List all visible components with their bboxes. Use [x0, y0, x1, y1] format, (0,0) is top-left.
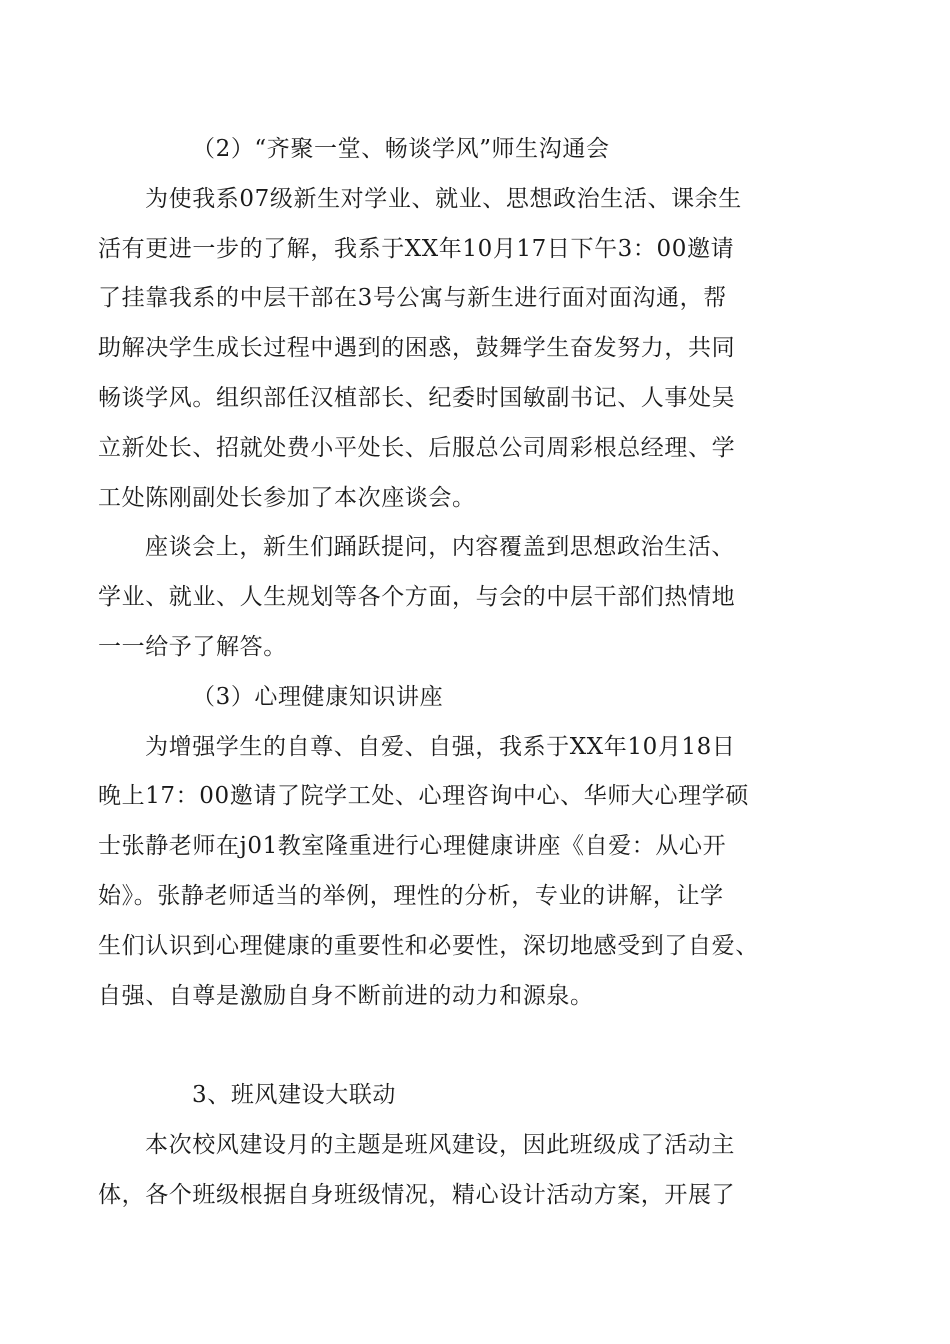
- text-line: 工处陈刚副处长参加了本次座谈会。: [98, 484, 476, 511]
- text-line: 生们认识到心理健康的重要性和必要性，深切地感受到了自爱、: [98, 932, 759, 959]
- paragraph-meeting-summary: [98, 523, 817, 672]
- text-line: 士张静老师在j01教室隆重进行心理健康讲座《自爱：从心开: [98, 833, 727, 860]
- section-heading-class-style: 3、班风建设大联动: [192, 1082, 397, 1109]
- text-line: 为使我系07级新生对学业、就业、思想政治生活、课余生: [145, 185, 742, 212]
- text-line: 本次校风建设月的主题是班风建设，因此班级成了活动主: [145, 1131, 735, 1158]
- text-line: 了挂靠我系的中层干部在3号公寓与新生进行面对面沟通，帮: [98, 285, 727, 312]
- text-line: 晚上17：00邀请了院学工处、心理咨询中心、华师大心理学硕: [98, 783, 749, 810]
- text-line: 畅谈学风。组织部任汉植部长、纪委时国敏副书记、人事处吴: [98, 384, 736, 411]
- text-line: 一一给予了解答。: [98, 633, 287, 660]
- paragraph-lecture: [98, 723, 817, 1022]
- text-line: 立新处长、招就处费小平处长、后服总公司周彩根总经理、学: [98, 434, 736, 461]
- text-line: 始》。张静老师适当的举例，理性的分析，专业的讲解，让学: [98, 882, 724, 909]
- text-line: 自强、自尊是激励自身不断前进的动力和源泉。: [98, 982, 594, 1009]
- subheading-teacher-student-meeting: （2）“齐聚一堂、畅谈学风”师生沟通会: [192, 136, 610, 162]
- paragraph-class-style: [98, 1121, 817, 1221]
- text-line: 活有更进一步的了解，我系于XX年10月17日下午3：00邀请: [98, 235, 735, 262]
- text-line: 座谈会上，新生们踊跃提问，内容覆盖到思想政治生活、: [145, 534, 735, 561]
- paragraph-meeting-intro: [98, 175, 817, 524]
- text-line: 为增强学生的自尊、自爱、自强，我系于XX年10月18日: [145, 733, 736, 760]
- text-line: 助解决学生成长过程中遇到的困惑，鼓舞学生奋发努力，共同: [98, 335, 736, 362]
- document-body: [98, 125, 817, 1221]
- text-line: 学业、就业、人生规划等各个方面，与会的中层干部们热情地: [98, 584, 736, 611]
- text-line: 体，各个班级根据自身班级情况，精心设计活动方案，开展了: [98, 1181, 736, 1208]
- subheading-mental-health-lecture: （3）心理健康知识讲座: [192, 683, 444, 710]
